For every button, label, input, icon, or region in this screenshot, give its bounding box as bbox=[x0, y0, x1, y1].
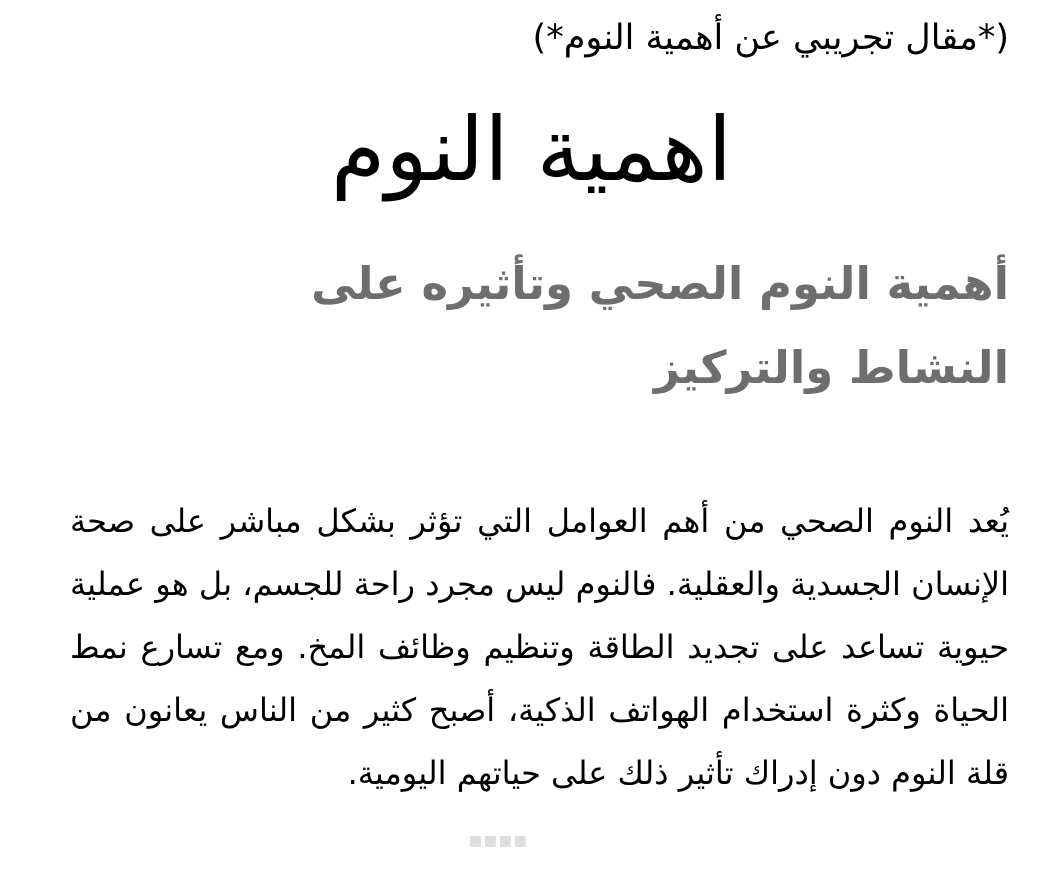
article-note: (*مقال تجريبي عن أهمية النوم*) bbox=[532, 18, 1009, 58]
page-subtitle: أهمية النوم الصحي وتأثيره على النشاط والتركيز bbox=[311, 257, 1009, 394]
body-paragraph: يُعد النوم الصحي من أهم العوامل التي تؤثر بشكل مباشر على صحة الإنسان الجسدية والعقلية. فالنوم ليس مجرد راحة للجسم، بل هو عملية حيوية تساعد على تجديد الطاقة وتنظيم وظائف المخ. ومع تسارع نمط الحياة وكثرة استخدام الهواتف الذكية، أصبح كثير من الناس يعانون من قلة النوم دون إدراك تأثير ذلك على حياتهم اليومية. bbox=[70, 502, 1009, 792]
page-title: اهمية النوم bbox=[330, 98, 733, 201]
watermark-mark: ▪▪▪▪ bbox=[468, 828, 528, 853]
